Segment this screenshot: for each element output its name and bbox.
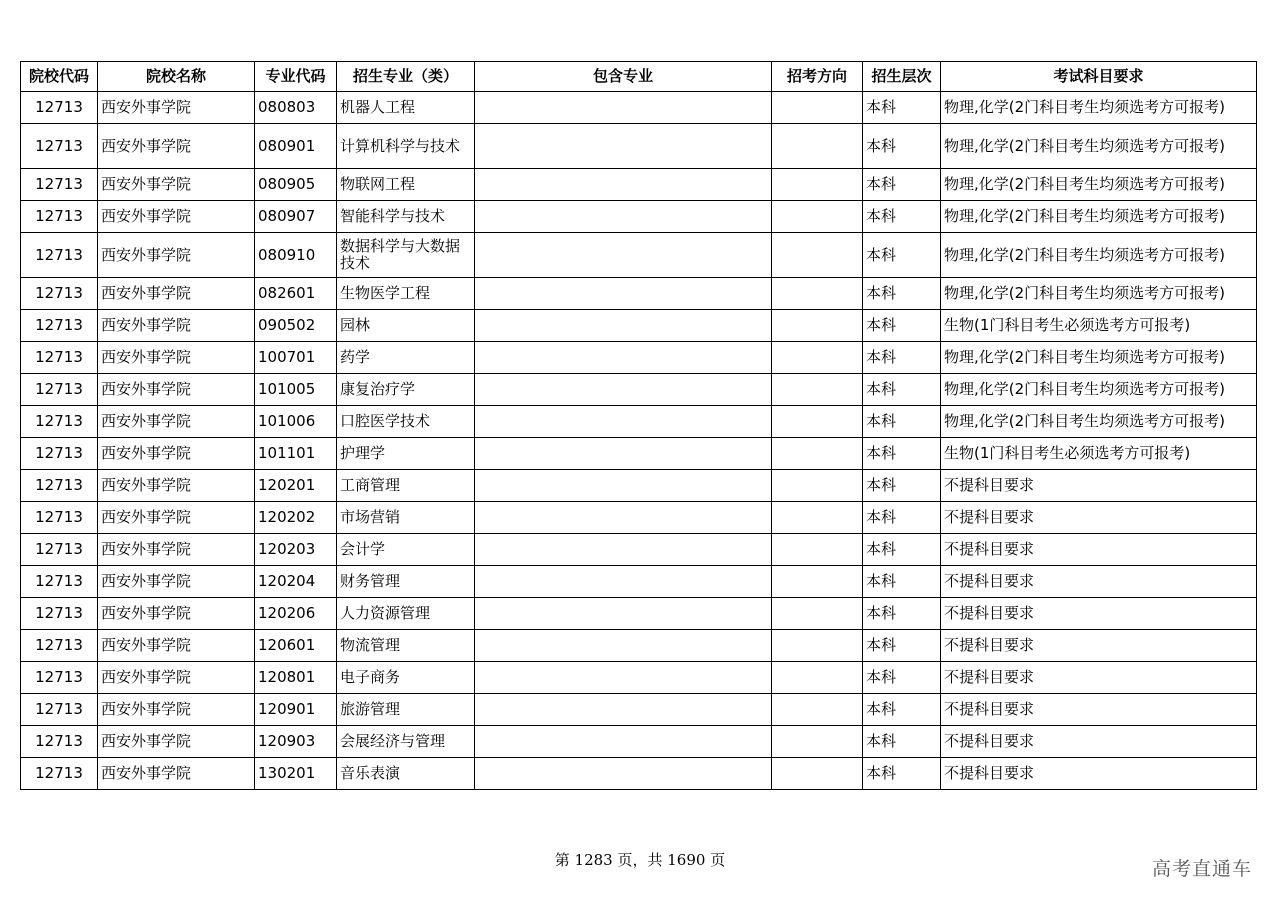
table-row (21, 310, 1257, 342)
table-row (21, 726, 1257, 758)
cell-level: 本科 (863, 201, 941, 233)
cell-school-name: 西安外事学院 (98, 169, 255, 201)
table-row (21, 566, 1257, 598)
cell-requirement: 物理,化学(2门科目考生均须选考方可报考) (941, 233, 1257, 278)
table-row (21, 502, 1257, 534)
cell-requirement: 不提科目要求 (941, 758, 1257, 790)
cell-level: 本科 (863, 374, 941, 406)
cell-school-name: 西安外事学院 (98, 598, 255, 630)
cell-requirement: 不提科目要求 (941, 726, 1257, 758)
cell-major-code: 120901 (255, 694, 337, 726)
cell-major (337, 201, 475, 233)
table-row (21, 534, 1257, 566)
table-row (21, 438, 1257, 470)
cell-level: 本科 (863, 92, 941, 124)
cell-direction (772, 124, 863, 169)
cell-school-code: 12713 (21, 662, 98, 694)
major-label: 电子商务 (340, 668, 401, 686)
cell-school-code: 12713 (21, 534, 98, 566)
cell-includes (475, 502, 772, 534)
cell-includes (475, 534, 772, 566)
cell-school-code: 12713 (21, 566, 98, 598)
cell-requirement: 不提科目要求 (941, 662, 1257, 694)
cell-level: 本科 (863, 169, 941, 201)
cell-school-name: 西安外事学院 (98, 278, 255, 310)
table-row (21, 598, 1257, 630)
cell-school-code: 12713 (21, 758, 98, 790)
cell-direction (772, 92, 863, 124)
cell-direction (772, 438, 863, 470)
cell-school-name: 西安外事学院 (98, 233, 255, 278)
cell-school-code: 12713 (21, 233, 98, 278)
cell-includes (475, 726, 772, 758)
cell-direction (772, 726, 863, 758)
cell-school-code: 12713 (21, 124, 98, 169)
cell-level: 本科 (863, 406, 941, 438)
cell-direction (772, 630, 863, 662)
table-header-row (21, 62, 1257, 92)
cell-includes (475, 124, 772, 169)
cell-level: 本科 (863, 342, 941, 374)
header-includes: 包含专业 (475, 62, 772, 92)
cell-requirement: 物理,化学(2门科目考生均须选考方可报考) (941, 342, 1257, 374)
cell-major (337, 278, 475, 310)
cell-level: 本科 (863, 662, 941, 694)
header-school-code: 院校代码 (21, 62, 98, 92)
cell-school-code: 12713 (21, 630, 98, 662)
table-row (21, 92, 1257, 124)
cell-direction (772, 342, 863, 374)
table-row (21, 662, 1257, 694)
cell-major-code: 120201 (255, 470, 337, 502)
cell-level: 本科 (863, 726, 941, 758)
major-label: 生物医学工程 (340, 284, 431, 302)
cell-direction (772, 278, 863, 310)
major-label: 机器人工程 (340, 98, 416, 116)
cell-major (337, 630, 475, 662)
cell-level: 本科 (863, 630, 941, 662)
cell-requirement: 物理,化学(2门科目考生均须选考方可报考) (941, 374, 1257, 406)
major-label: 会展经济与管理 (340, 732, 446, 750)
major-label: 数据科学与大数据技术 (340, 237, 461, 272)
cell-level: 本科 (863, 310, 941, 342)
major-label: 口腔医学技术 (340, 412, 431, 430)
cell-direction (772, 534, 863, 566)
cell-includes (475, 233, 772, 278)
cell-requirement: 不提科目要求 (941, 598, 1257, 630)
cell-major (337, 438, 475, 470)
major-label: 康复治疗学 (340, 380, 416, 398)
cell-level: 本科 (863, 534, 941, 566)
cell-direction (772, 310, 863, 342)
cell-major-code: 080910 (255, 233, 337, 278)
major-label: 旅游管理 (340, 700, 401, 718)
cell-direction (772, 566, 863, 598)
table-row (21, 201, 1257, 233)
cell-school-code: 12713 (21, 406, 98, 438)
cell-includes (475, 470, 772, 502)
header-school-name: 院校名称 (98, 62, 255, 92)
cell-includes (475, 92, 772, 124)
cell-school-name: 西安外事学院 (98, 630, 255, 662)
cell-major (337, 470, 475, 502)
cell-school-name: 西安外事学院 (98, 438, 255, 470)
admissions-table (20, 61, 1257, 790)
page-number: 第 1283 页，共 1690 页 (554, 851, 726, 869)
cell-direction (772, 598, 863, 630)
cell-requirement: 不提科目要求 (941, 534, 1257, 566)
table-row (21, 694, 1257, 726)
cell-level: 本科 (863, 566, 941, 598)
cell-school-code: 12713 (21, 169, 98, 201)
major-label: 财务管理 (340, 572, 401, 590)
cell-school-name: 西安外事学院 (98, 534, 255, 566)
cell-major-code: 090502 (255, 310, 337, 342)
cell-major (337, 726, 475, 758)
cell-includes (475, 169, 772, 201)
cell-major-code: 120203 (255, 534, 337, 566)
cell-includes (475, 278, 772, 310)
cell-major (337, 758, 475, 790)
cell-school-code: 12713 (21, 310, 98, 342)
cell-level: 本科 (863, 502, 941, 534)
cell-school-code: 12713 (21, 598, 98, 630)
cell-includes (475, 566, 772, 598)
cell-school-name: 西安外事学院 (98, 502, 255, 534)
cell-requirement: 物理,化学(2门科目考生均须选考方可报考) (941, 92, 1257, 124)
cell-school-code: 12713 (21, 342, 98, 374)
cell-school-code: 12713 (21, 374, 98, 406)
major-label: 人力资源管理 (340, 604, 431, 622)
cell-direction (772, 233, 863, 278)
cell-direction (772, 201, 863, 233)
cell-school-code: 12713 (21, 694, 98, 726)
table-row (21, 630, 1257, 662)
cell-major-code: 120903 (255, 726, 337, 758)
major-label: 护理学 (340, 444, 386, 462)
cell-level: 本科 (863, 470, 941, 502)
table-row (21, 169, 1257, 201)
table-row (21, 124, 1257, 169)
cell-requirement: 物理,化学(2门科目考生均须选考方可报考) (941, 278, 1257, 310)
cell-direction (772, 662, 863, 694)
cell-includes (475, 201, 772, 233)
major-label: 园林 (340, 316, 371, 334)
table-row (21, 406, 1257, 438)
table-row (21, 233, 1257, 278)
cell-requirement: 不提科目要求 (941, 630, 1257, 662)
cell-school-name: 西安外事学院 (98, 726, 255, 758)
table-row (21, 470, 1257, 502)
cell-major-code: 130201 (255, 758, 337, 790)
cell-major (337, 169, 475, 201)
cell-school-code: 12713 (21, 726, 98, 758)
cell-includes (475, 342, 772, 374)
cell-school-name: 西安外事学院 (98, 406, 255, 438)
cell-includes (475, 374, 772, 406)
cell-requirement: 不提科目要求 (941, 694, 1257, 726)
cell-direction (772, 374, 863, 406)
cell-school-code: 12713 (21, 502, 98, 534)
major-label: 音乐表演 (340, 764, 401, 782)
cell-major (337, 92, 475, 124)
cell-requirement: 物理,化学(2门科目考生均须选考方可报考) (941, 124, 1257, 169)
cell-direction (772, 694, 863, 726)
cell-major (337, 662, 475, 694)
cell-major-code: 101006 (255, 406, 337, 438)
cell-direction (772, 406, 863, 438)
table-row (21, 342, 1257, 374)
cell-school-code: 12713 (21, 470, 98, 502)
cell-major-code: 080907 (255, 201, 337, 233)
table-body (21, 92, 1257, 790)
cell-requirement: 不提科目要求 (941, 470, 1257, 502)
cell-major-code: 120601 (255, 630, 337, 662)
cell-school-code: 12713 (21, 438, 98, 470)
cell-school-name: 西安外事学院 (98, 566, 255, 598)
header-major-code: 专业代码 (255, 62, 337, 92)
cell-level: 本科 (863, 758, 941, 790)
cell-major (337, 534, 475, 566)
cell-major-code: 080905 (255, 169, 337, 201)
cell-requirement: 物理,化学(2门科目考生均须选考方可报考) (941, 169, 1257, 201)
table-row (21, 374, 1257, 406)
cell-includes (475, 694, 772, 726)
table-row (21, 278, 1257, 310)
cell-includes (475, 630, 772, 662)
cell-includes (475, 310, 772, 342)
cell-major-code: 120801 (255, 662, 337, 694)
major-label: 市场营销 (340, 508, 401, 526)
cell-school-name: 西安外事学院 (98, 342, 255, 374)
cell-school-name: 西安外事学院 (98, 694, 255, 726)
cell-level: 本科 (863, 124, 941, 169)
cell-requirement: 物理,化学(2门科目考生均须选考方可报考) (941, 201, 1257, 233)
cell-requirement: 物理,化学(2门科目考生均须选考方可报考) (941, 406, 1257, 438)
cell-includes (475, 758, 772, 790)
header-requirement: 考试科目要求 (941, 62, 1257, 92)
cell-level: 本科 (863, 598, 941, 630)
cell-major-code: 101101 (255, 438, 337, 470)
cell-school-name: 西安外事学院 (98, 374, 255, 406)
cell-includes (475, 438, 772, 470)
cell-major (337, 566, 475, 598)
cell-major (337, 374, 475, 406)
cell-major (337, 406, 475, 438)
major-label: 智能科学与技术 (340, 207, 446, 225)
cell-requirement: 不提科目要求 (941, 566, 1257, 598)
cell-direction (772, 502, 863, 534)
cell-major-code: 082601 (255, 278, 337, 310)
cell-school-name: 西安外事学院 (98, 92, 255, 124)
cell-major (337, 598, 475, 630)
cell-direction (772, 470, 863, 502)
cell-requirement: 不提科目要求 (941, 502, 1257, 534)
cell-major-code: 100701 (255, 342, 337, 374)
cell-school-name: 西安外事学院 (98, 201, 255, 233)
cell-school-code: 12713 (21, 92, 98, 124)
header-major: 招生专业（类） (337, 62, 475, 92)
cell-major (337, 502, 475, 534)
cell-major (337, 233, 475, 278)
cell-major-code: 080901 (255, 124, 337, 169)
major-label: 物流管理 (340, 636, 401, 654)
major-label: 计算机科学与技术 (340, 136, 461, 155)
cell-major-code: 101005 (255, 374, 337, 406)
cell-major (337, 124, 475, 169)
cell-level: 本科 (863, 438, 941, 470)
cell-major (337, 342, 475, 374)
header-level: 招生层次 (863, 62, 941, 92)
cell-includes (475, 598, 772, 630)
cell-major-code: 120202 (255, 502, 337, 534)
cell-school-code: 12713 (21, 278, 98, 310)
cell-requirement: 生物(1门科目考生必须选考方可报考) (941, 438, 1257, 470)
cell-requirement: 生物(1门科目考生必须选考方可报考) (941, 310, 1257, 342)
cell-school-name: 西安外事学院 (98, 310, 255, 342)
major-label: 工商管理 (340, 476, 401, 494)
cell-direction (772, 758, 863, 790)
cell-school-name: 西安外事学院 (98, 758, 255, 790)
cell-major (337, 694, 475, 726)
cell-level: 本科 (863, 278, 941, 310)
table-row (21, 758, 1257, 790)
major-label: 会计学 (340, 540, 386, 558)
major-label: 物联网工程 (340, 175, 416, 193)
cell-includes (475, 662, 772, 694)
cell-school-name: 西安外事学院 (98, 470, 255, 502)
header-direction: 招考方向 (772, 62, 863, 92)
cell-direction (772, 169, 863, 201)
cell-major-code: 120206 (255, 598, 337, 630)
cell-major-code: 080803 (255, 92, 337, 124)
cell-includes (475, 406, 772, 438)
cell-school-name: 西安外事学院 (98, 662, 255, 694)
cell-major (337, 310, 475, 342)
cell-level: 本科 (863, 694, 941, 726)
watermark: 高考直通车 (1151, 858, 1252, 880)
cell-major-code: 120204 (255, 566, 337, 598)
cell-school-code: 12713 (21, 201, 98, 233)
cell-school-name: 西安外事学院 (98, 124, 255, 169)
major-label: 药学 (340, 348, 371, 366)
cell-level: 本科 (863, 233, 941, 278)
